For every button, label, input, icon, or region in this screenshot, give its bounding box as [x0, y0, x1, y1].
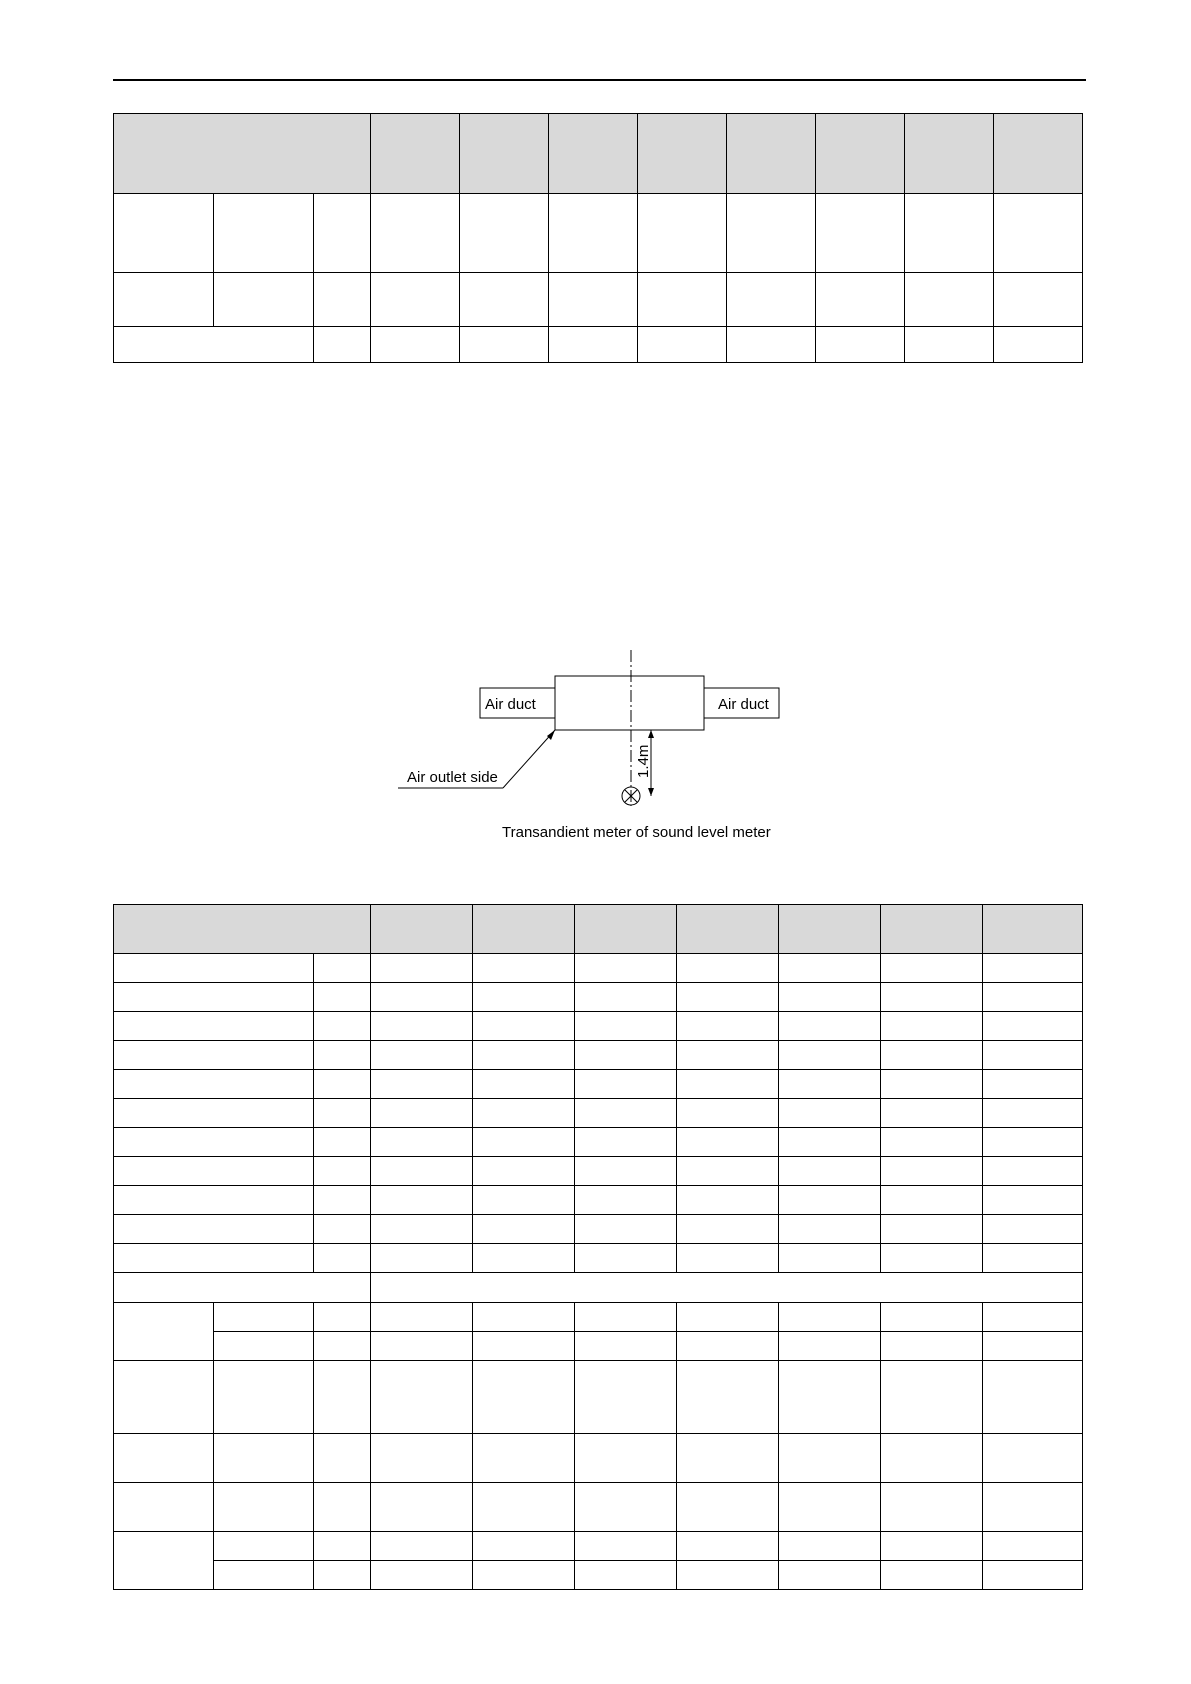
- table-cell: [371, 1303, 473, 1332]
- table-cell: [114, 1099, 314, 1128]
- header-cell: [816, 114, 905, 194]
- diagram-caption: Transandient meter of sound level meter: [502, 824, 771, 841]
- left-air-duct-label: Air duct: [485, 696, 536, 713]
- table-cell: [114, 273, 214, 327]
- table-cell: [314, 273, 371, 327]
- table-row: [114, 1215, 1083, 1244]
- table-cell: [983, 1128, 1083, 1157]
- header-cell: [371, 905, 473, 954]
- air-outlet-side-label: Air outlet side: [407, 769, 498, 786]
- table-cell: [314, 983, 371, 1012]
- table-cell: [677, 983, 779, 1012]
- table-cell: [575, 1332, 677, 1361]
- table-cell: [314, 194, 371, 273]
- table-row: [114, 1273, 1083, 1303]
- table-cell: [575, 1561, 677, 1590]
- table-cell: [114, 1041, 314, 1070]
- table-cell: [575, 1361, 677, 1434]
- spec-table-top: [113, 113, 1083, 363]
- table-cell: [983, 1186, 1083, 1215]
- table-cell: [114, 327, 314, 363]
- table-cell: [473, 1532, 575, 1561]
- table-cell: [727, 273, 816, 327]
- table-row: [114, 1483, 1083, 1532]
- spec-table-bottom: [113, 904, 1083, 1590]
- header-cell: [460, 114, 549, 194]
- table-cell: [314, 1128, 371, 1157]
- table-cell: [983, 1332, 1083, 1361]
- unit-box: [555, 676, 704, 730]
- table-cell: [983, 1157, 1083, 1186]
- table-cell: [881, 1532, 983, 1561]
- table-cell: [575, 1186, 677, 1215]
- table-cell: [114, 1244, 314, 1273]
- header-cell: [575, 905, 677, 954]
- table-cell: [314, 954, 371, 983]
- table-header-row: [114, 905, 1083, 954]
- table-cell: [371, 1128, 473, 1157]
- table-cell: [371, 1012, 473, 1041]
- table-cell: [371, 1532, 473, 1561]
- header-cell-model: [114, 905, 371, 954]
- table-cell: [114, 194, 214, 273]
- table-cell: [575, 1128, 677, 1157]
- table-cell: [371, 327, 460, 363]
- table-row: [114, 1434, 1083, 1483]
- table-cell: [575, 1157, 677, 1186]
- table-cell: [881, 983, 983, 1012]
- outlet-leader-diagonal: [503, 730, 555, 788]
- table-cell: [575, 1041, 677, 1070]
- table-cell: [881, 1332, 983, 1361]
- table-cell: [983, 1303, 1083, 1332]
- table-cell: [983, 1483, 1083, 1532]
- table-row: [114, 1012, 1083, 1041]
- table-cell: [114, 1128, 314, 1157]
- table-cell: [677, 1483, 779, 1532]
- table-cell: [114, 1273, 371, 1303]
- table-cell: [575, 1099, 677, 1128]
- table-row: [114, 1532, 1083, 1561]
- table-cell: [473, 1041, 575, 1070]
- table-cell: [114, 1483, 214, 1532]
- table-cell: [881, 1303, 983, 1332]
- table-cell: [314, 1070, 371, 1099]
- noise-test-diagram: [396, 648, 796, 848]
- table-cell: [638, 194, 727, 273]
- table-cell: [371, 1070, 473, 1099]
- table-cell: [473, 1361, 575, 1434]
- table-cell: [371, 1186, 473, 1215]
- table-cell-merged: [371, 1273, 1083, 1303]
- table-cell: [371, 1483, 473, 1532]
- table-cell: [314, 1099, 371, 1128]
- table-cell: [983, 983, 1083, 1012]
- table-cell: [779, 1303, 881, 1332]
- table-row: [114, 1361, 1083, 1434]
- table-cell: [677, 1128, 779, 1157]
- table-cell: [473, 1012, 575, 1041]
- table-cell: [114, 1361, 214, 1434]
- table-cell: [677, 1361, 779, 1434]
- table-cell: [473, 1244, 575, 1273]
- table-cell: [214, 1303, 314, 1332]
- table-cell: [677, 1434, 779, 1483]
- table-row: [114, 1561, 1083, 1590]
- table-cell: [779, 1361, 881, 1434]
- table-cell: [575, 1215, 677, 1244]
- table-cell: [677, 1561, 779, 1590]
- table-cell: [549, 327, 638, 363]
- table-cell: [314, 1215, 371, 1244]
- table-cell: [460, 327, 549, 363]
- table-cell: [881, 1244, 983, 1273]
- table-row: [114, 954, 1083, 983]
- table-cell: [371, 1157, 473, 1186]
- table-cell: [575, 1483, 677, 1532]
- table-cell: [677, 1244, 779, 1273]
- table-cell: [371, 1361, 473, 1434]
- table-cell: [881, 1012, 983, 1041]
- header-cell: [727, 114, 816, 194]
- table-cell: [371, 1332, 473, 1361]
- header-cell: [994, 114, 1083, 194]
- table-cell: [114, 1012, 314, 1041]
- table-cell: [727, 327, 816, 363]
- table-cell: [371, 194, 460, 273]
- table-cell: [983, 1215, 1083, 1244]
- table-cell: [638, 273, 727, 327]
- table-row: [114, 1157, 1083, 1186]
- table-cell: [779, 1483, 881, 1532]
- table-cell: [371, 954, 473, 983]
- table-cell: [983, 1244, 1083, 1273]
- header-cell: [779, 905, 881, 954]
- table-cell: [473, 1483, 575, 1532]
- table-cell: [371, 1041, 473, 1070]
- table-cell: [473, 1186, 575, 1215]
- right-air-duct-label: Air duct: [718, 696, 769, 713]
- table-cell: [473, 1128, 575, 1157]
- table-cell: [677, 1070, 779, 1099]
- table-cell: [460, 273, 549, 327]
- table-cell: [779, 1215, 881, 1244]
- table-cell: [371, 1099, 473, 1128]
- table-cell: [114, 1157, 314, 1186]
- table-cell: [314, 1361, 371, 1434]
- table-cell: [460, 194, 549, 273]
- table-cell: [575, 1434, 677, 1483]
- table-cell: [314, 1303, 371, 1332]
- table-cell: [575, 954, 677, 983]
- table-cell: [779, 1561, 881, 1590]
- table-cell: [575, 1012, 677, 1041]
- table-cell: [779, 1186, 881, 1215]
- table-row: [114, 1186, 1083, 1215]
- table-cell: [905, 194, 994, 273]
- table-cell: [549, 194, 638, 273]
- table-row: [114, 327, 1083, 363]
- table-cell: [905, 273, 994, 327]
- table-cell: [881, 1215, 983, 1244]
- table-cell: [473, 1561, 575, 1590]
- table-cell: [816, 327, 905, 363]
- table-cell: [473, 1099, 575, 1128]
- table-cell: [983, 1099, 1083, 1128]
- table-cell: [371, 273, 460, 327]
- table-cell-group: [114, 1532, 214, 1590]
- table-cell: [881, 1186, 983, 1215]
- table-cell: [575, 1070, 677, 1099]
- table-cell: [314, 1434, 371, 1483]
- table-cell: [881, 1483, 983, 1532]
- table-cell: [314, 1157, 371, 1186]
- table-cell: [881, 1128, 983, 1157]
- table-cell: [881, 1041, 983, 1070]
- table-cell: [114, 1434, 214, 1483]
- header-cell: [983, 905, 1083, 954]
- table-cell: [314, 1244, 371, 1273]
- table-cell: [214, 1361, 314, 1434]
- table-cell: [575, 983, 677, 1012]
- table-cell: [314, 1186, 371, 1215]
- table-cell: [314, 1561, 371, 1590]
- table-cell: [881, 1434, 983, 1483]
- table-cell: [983, 1434, 1083, 1483]
- header-cell: [473, 905, 575, 954]
- table-cell: [371, 1244, 473, 1273]
- table-cell: [677, 1157, 779, 1186]
- table-row: [114, 1041, 1083, 1070]
- table-cell: [677, 954, 779, 983]
- table-cell: [214, 1561, 314, 1590]
- table-cell: [779, 1332, 881, 1361]
- table-cell: [983, 1361, 1083, 1434]
- table-cell: [779, 1012, 881, 1041]
- table-cell: [994, 273, 1083, 327]
- table-cell: [114, 983, 314, 1012]
- table-cell: [983, 1041, 1083, 1070]
- table-cell: [677, 1099, 779, 1128]
- table-cell: [779, 1099, 881, 1128]
- header-cell: [881, 905, 983, 954]
- table-row: [114, 1244, 1083, 1273]
- table-row: [114, 1070, 1083, 1099]
- table-cell: [881, 1361, 983, 1434]
- table-cell: [473, 1332, 575, 1361]
- distance-label: 1.4m: [635, 744, 652, 778]
- table-cell: [881, 1070, 983, 1099]
- table-cell: [816, 194, 905, 273]
- table-cell: [575, 1532, 677, 1561]
- table-row: [114, 1332, 1083, 1361]
- header-cell-model: [114, 114, 371, 194]
- table-cell: [314, 1332, 371, 1361]
- table-cell: [638, 327, 727, 363]
- table-cell: [473, 1070, 575, 1099]
- outlet-leader-arrowhead: [547, 730, 555, 740]
- table-cell: [779, 1157, 881, 1186]
- table-cell: [677, 1012, 779, 1041]
- dimension-arrow-top: [648, 730, 654, 738]
- table-cell: [575, 1244, 677, 1273]
- table-cell: [314, 1012, 371, 1041]
- table-cell: [114, 954, 314, 983]
- table-cell: [881, 1157, 983, 1186]
- table-cell: [473, 1434, 575, 1483]
- table-cell: [214, 1483, 314, 1532]
- table-cell: [727, 194, 816, 273]
- table-row: [114, 1128, 1083, 1157]
- table-cell: [983, 1532, 1083, 1561]
- table-cell: [677, 1532, 779, 1561]
- table-cell: [881, 1561, 983, 1590]
- table-cell: [983, 1561, 1083, 1590]
- table-row: [114, 194, 1083, 273]
- table-cell: [779, 1070, 881, 1099]
- table-cell: [314, 1532, 371, 1561]
- table-row: [114, 1303, 1083, 1332]
- table-cell: [983, 954, 1083, 983]
- table-cell: [371, 1215, 473, 1244]
- table-cell: [114, 1070, 314, 1099]
- table-cell: [314, 1041, 371, 1070]
- table-cell: [371, 1434, 473, 1483]
- table-cell: [779, 1244, 881, 1273]
- table-cell: [214, 1434, 314, 1483]
- header-cell: [549, 114, 638, 194]
- table-row: [114, 273, 1083, 327]
- page-header-rule: [113, 79, 1086, 81]
- table-cell: [983, 1012, 1083, 1041]
- table-cell: [214, 194, 314, 273]
- table-cell: [114, 1186, 314, 1215]
- table-cell: [779, 1128, 881, 1157]
- table-cell: [983, 1070, 1083, 1099]
- table-cell: [994, 194, 1083, 273]
- table-cell: [779, 1532, 881, 1561]
- header-cell: [905, 114, 994, 194]
- header-cell: [638, 114, 727, 194]
- table-cell: [371, 1561, 473, 1590]
- table-cell: [314, 327, 371, 363]
- table-cell: [779, 1434, 881, 1483]
- table-cell: [473, 954, 575, 983]
- dimension-arrow-bottom: [648, 788, 654, 796]
- table-cell: [473, 1157, 575, 1186]
- table-cell: [881, 954, 983, 983]
- table-cell: [114, 1215, 314, 1244]
- table-cell: [549, 273, 638, 327]
- header-cell: [677, 905, 779, 954]
- table-cell: [473, 1215, 575, 1244]
- table-cell: [905, 327, 994, 363]
- table-cell: [779, 983, 881, 1012]
- table-cell: [575, 1303, 677, 1332]
- table-cell: [677, 1215, 779, 1244]
- table-cell: [677, 1332, 779, 1361]
- table-cell: [473, 983, 575, 1012]
- table-cell: [677, 1186, 779, 1215]
- table-cell: [214, 273, 314, 327]
- table-cell: [779, 954, 881, 983]
- table-header-row: [114, 114, 1083, 194]
- table-cell-group: [114, 1303, 214, 1361]
- table-cell: [994, 327, 1083, 363]
- table-cell: [214, 1532, 314, 1561]
- table-row: [114, 983, 1083, 1012]
- table-cell: [473, 1303, 575, 1332]
- table-cell: [214, 1332, 314, 1361]
- table-cell: [779, 1041, 881, 1070]
- table-cell: [816, 273, 905, 327]
- header-cell: [371, 114, 460, 194]
- table-cell: [371, 983, 473, 1012]
- table-cell: [677, 1303, 779, 1332]
- table-row: [114, 1099, 1083, 1128]
- table-cell: [881, 1099, 983, 1128]
- table-cell: [314, 1483, 371, 1532]
- table-cell: [677, 1041, 779, 1070]
